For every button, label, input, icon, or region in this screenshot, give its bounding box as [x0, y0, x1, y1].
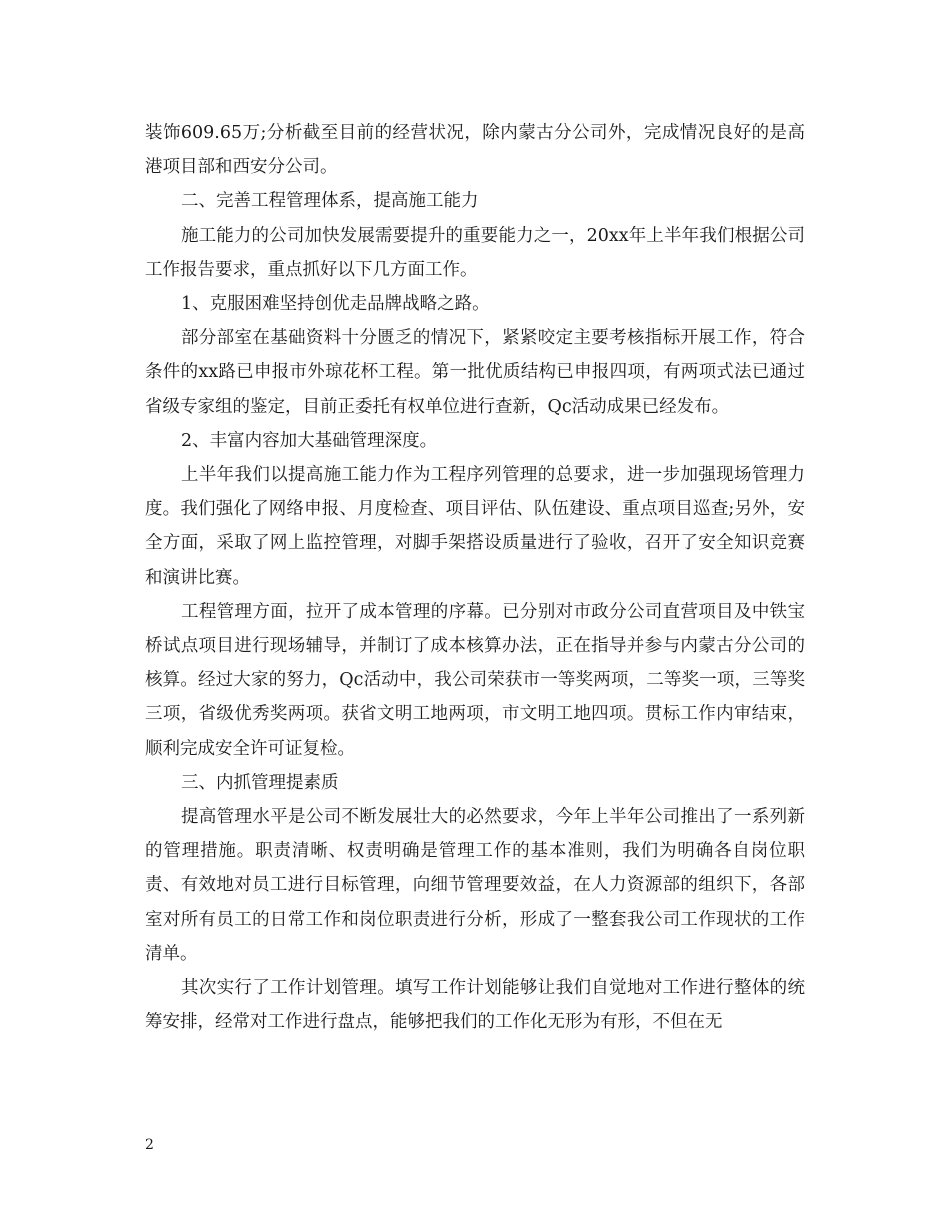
subheading-1: 1、克服困难坚持创优走品牌战略之路。	[181, 294, 490, 315]
paragraph-continuation: 装饰609.65万;分析截至目前的经营状况，除内蒙古分公司外，完成情况良好的是高港项目部和西安分公司。	[145, 123, 805, 178]
section-heading-3: 三、内抓管理提素质	[181, 772, 339, 793]
paragraph: 施工能力的公司加快发展需要提升的重要能力之一，20xx年上半年我们根据公司工作报告要求，重点抓好以下几方面工作。	[145, 225, 805, 280]
subheading-2: 2、丰富内容加大基础管理深度。	[181, 430, 438, 451]
page-number: 2	[145, 1137, 154, 1153]
section-heading-2: 二、完善工程管理体系，提高施工能力	[181, 191, 479, 212]
paragraph: 提高管理水平是公司不断发展壮大的必然要求，今年上半年公司推出了一系列新的管理措施。职责清晰、权责明确是管理工作的基本准则，我们为明确各自岗位职责、有效地对员工进行目标管理，向细节管理要效益，在人力资源部的组织下，各部室对所有员工的日常工作和岗位职责进行分析，形成了一整套我公司工作现状的工作清单。	[145, 807, 805, 964]
paragraph: 其次实行了工作计划管理。填写工作计划能够让我们自觉地对工作进行整体的统筹安排，经常对工作进行盘点，能够把我们的工作化无形为有形，不但在无	[145, 978, 805, 1033]
paragraph: 上半年我们以提高施工能力作为工程序列管理的总要求，进一步加强现场管理力度。我们强化了网络申报、月度检查、项目评估、队伍建设、重点项目巡查;另外，安全方面，采取了网上监控管理，对脚手架搭设质量进行了验收，召开了安全知识竞赛和演讲比赛。	[145, 465, 805, 588]
paragraph: 部分部室在基础资料十分匮乏的情况下，紧紧咬定主要考核指标开展工作，符合条件的xx路已申报市外琼花杯工程。第一批优质结构已申报四项，有两项式法已通过省级专家组的鉴定，目前正委托有权单位进行查新，Qc活动成果已经发布。	[145, 328, 805, 417]
document-body	[145, 116, 805, 1039]
paragraph: 工程管理方面，拉开了成本管理的序幕。已分别对市政分公司直营项目及中铁宝桥试点项目进行现场辅导，并制订了成本核算办法，正在指导并参与内蒙古分公司的核算。经过大家的努力，Qc活动中，我公司荣获市一等奖两项，二等奖一项，三等奖三项，省级优秀奖两项。获省文明工地两项，市文明工地四项。贯标工作内审结束，顺利完成安全许可证复检。	[145, 601, 805, 759]
